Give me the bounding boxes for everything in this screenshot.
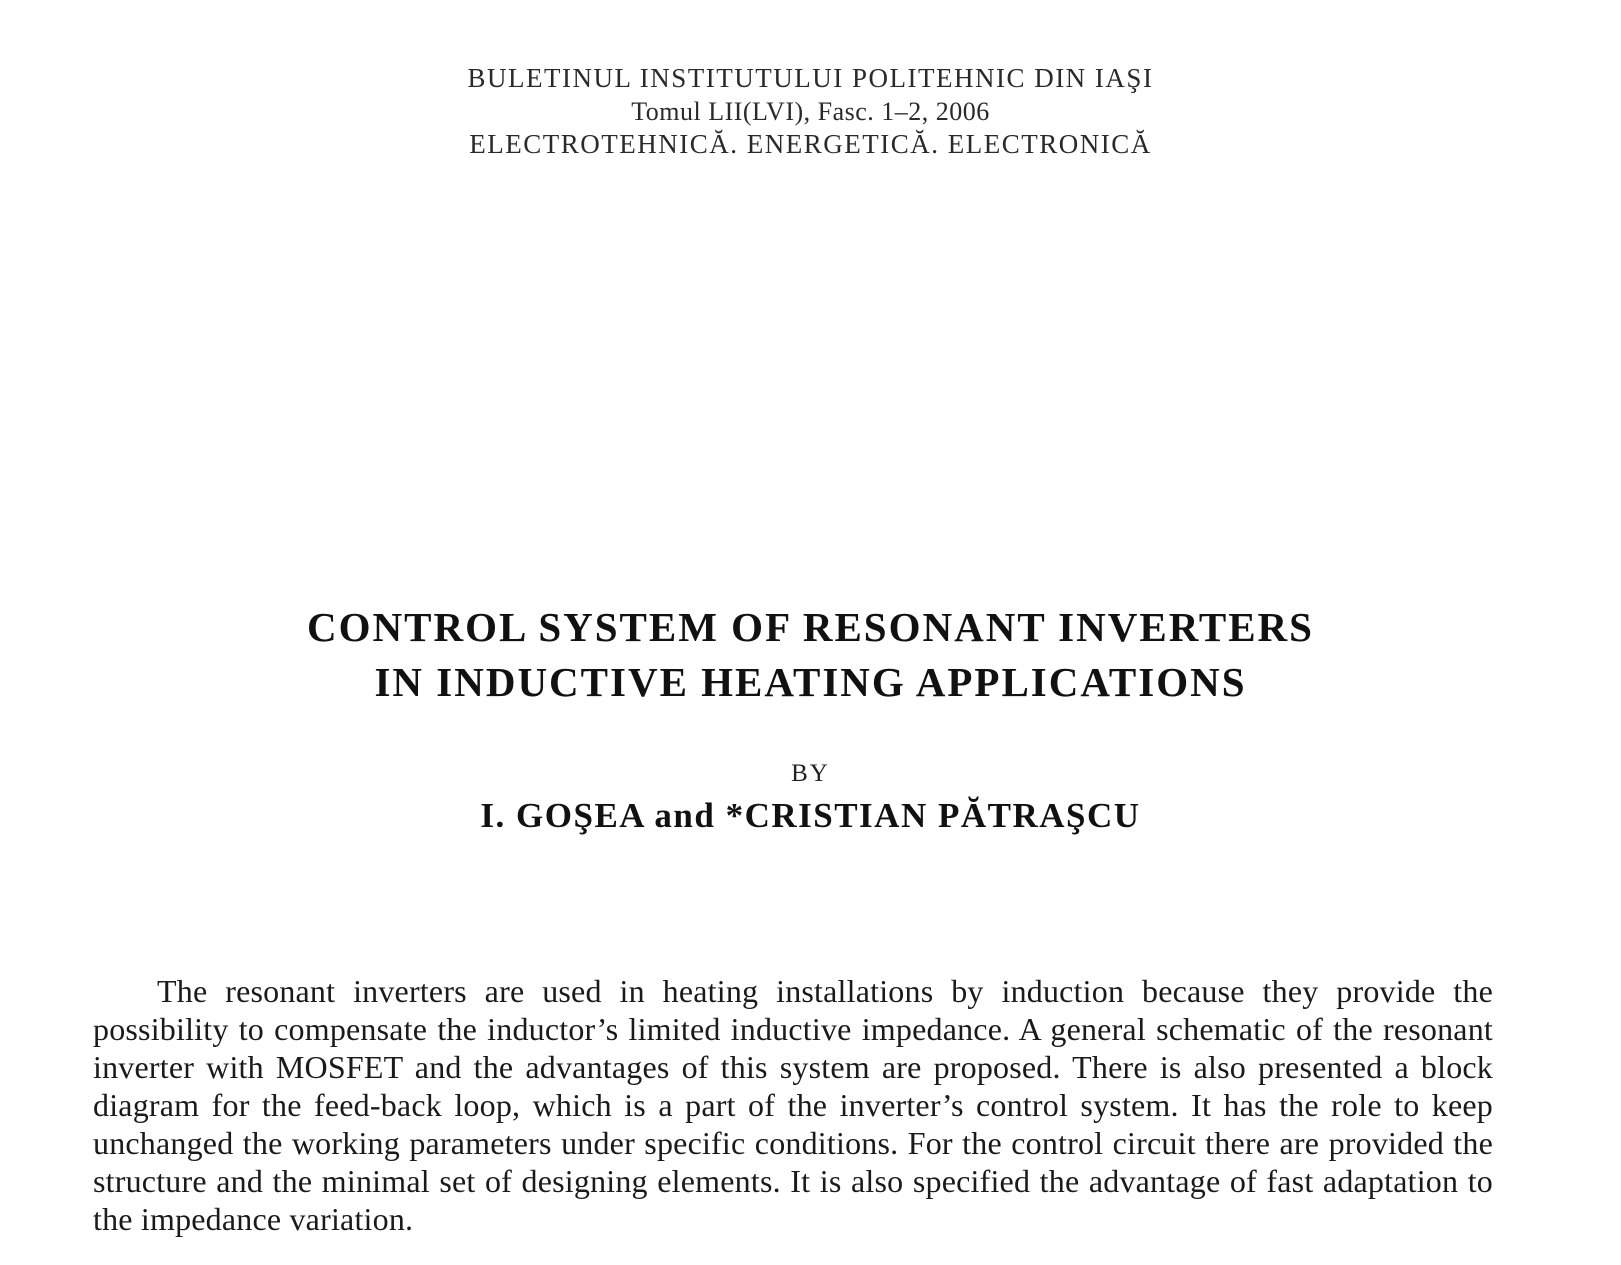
paper-title-line-2: IN INDUCTIVE HEATING APPLICATIONS: [374, 659, 1247, 705]
journal-name: BULETINUL INSTITUTULUI POLITEHNIC DIN IAŞI: [467, 63, 1154, 93]
author-list: I. GOŞEA and *CRISTIAN PĂTRAŞCU: [480, 796, 1141, 835]
abstract-paragraph: The resonant inverters are used in heating installations by induction because they provide the possibility to compensate the inductor’s limited inductive impedance. A general schematic of the resonant inverter with MOSFET and the advantages of this system are proposed. There is also presented a block diagram for the feed-back loop, which is a part of the inverter’s control system. It has the role to keep unchanged the working parameters under specific conditions. For the control circuit there are provided the structure and the minimal set of designing elements. It is also specified the advantage of fast adaptation to the impedance variation.: [93, 973, 1493, 1237]
byline-by: BY: [791, 760, 830, 787]
journal-header: [0, 62, 1621, 161]
journal-section: ELECTROTEHNICĂ. ENERGETICĂ. ELECTRONICĂ: [469, 129, 1152, 159]
paper-title-line-1: CONTROL SYSTEM OF RESONANT INVERTERS: [307, 604, 1314, 650]
paper-title: [0, 600, 1621, 710]
journal-volume: Tomul LII(LVI), Fasc. 1–2, 2006: [631, 97, 990, 126]
